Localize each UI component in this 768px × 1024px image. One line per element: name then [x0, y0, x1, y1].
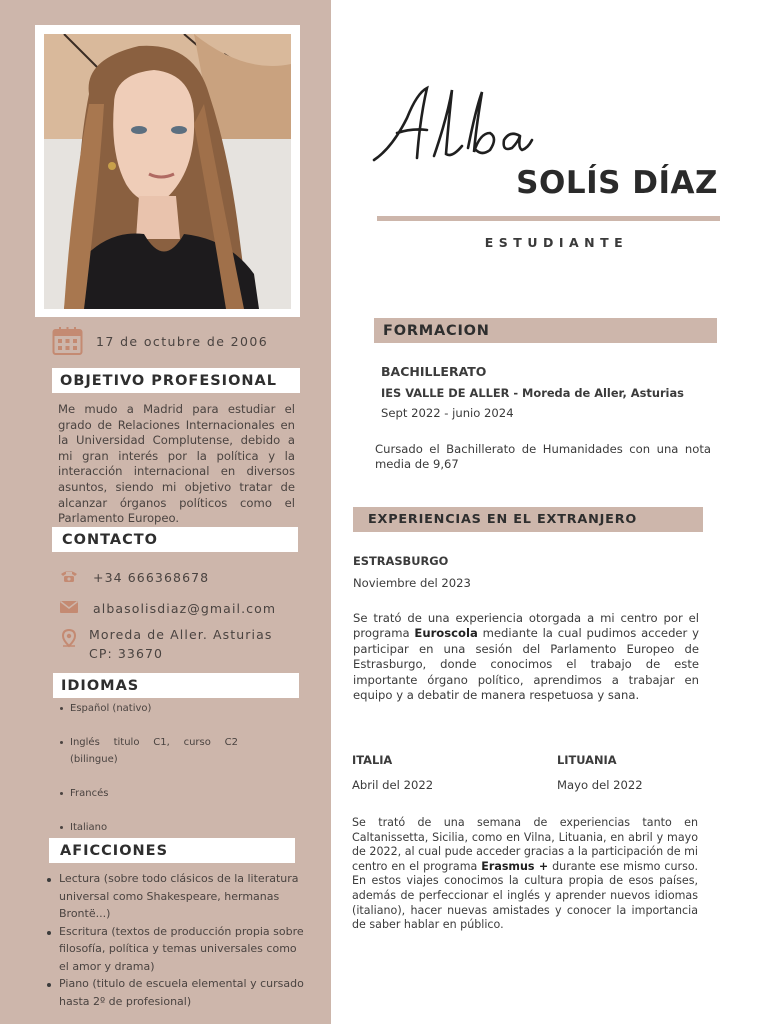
formacion-title: BACHILLERATO — [381, 364, 487, 379]
address-line-1: Moreda de Aller. Asturias — [89, 627, 273, 642]
first-name-text: Alba — [372, 78, 375, 79]
calendar-icon — [52, 326, 83, 356]
contacto-heading: CONTACTO — [52, 527, 298, 552]
address-line-2: CP: 33670 — [89, 646, 164, 661]
phone-number: +34 666368678 — [93, 570, 210, 585]
list-item: Inglés titulo C1, curso C2 (bilingue) — [58, 734, 238, 768]
formacion-description: Cursado el Bachillerato de Humanidades con una nota media de 9,67 — [375, 442, 711, 472]
email-address: albasolisdiaz@gmail.com — [93, 601, 277, 616]
objetivo-heading: OBJETIVO PROFESIONAL — [52, 368, 300, 393]
list-item: Lectura (sobre todo clásicos de la literatura universal como Shakespeare, hermanas Brontë...) — [44, 870, 309, 923]
erasmus-description: Se trató de una semana de experiencias tanto en Caltanissetta, Sicilia, como en Vilna, Lituania, en abril y mayo de 2022, al cual pude acceder gracias a la participación de mi centro en el programa Erasmus + durante ese mismo curso. En estos viajes conocimos la cultura propia de esos países, además de perfeccionar el inglés y aprender nuevos idiomas (italiano), hacer nuevas amistades y conocer la importancia de saber hablar en público. — [352, 816, 699, 932]
language-list — [58, 700, 238, 836]
email-row — [59, 599, 276, 618]
euroscola-highlight: Euroscola — [414, 626, 478, 641]
birth-date: 17 de octubre de 2006 — [96, 333, 269, 349]
hobby-list — [44, 870, 309, 1010]
phone-row — [59, 568, 209, 587]
list-item: Italiano — [58, 819, 238, 836]
idiomas-heading: IDIOMAS — [53, 673, 299, 698]
estrasburgo-description: Se trató de una experiencia otorgada a mi centro por el programa Euroscola mediante la cual pudimos acceder y participar en una sesión del Parlamento Europeo de Estrasburgo, donde conocimos el trabajo de este importante órgano político, aprendimos a trabajar en equipo y a debatir de manera respetuosa y sana. — [353, 611, 699, 703]
italia-date: Abril del 2022 — [352, 778, 434, 792]
profile-photo-frame — [35, 25, 300, 317]
lituania-date: Mayo del 2022 — [557, 778, 643, 792]
surname: SOLÍS DÍAZ — [516, 165, 718, 201]
list-item: Español (nativo) — [58, 700, 238, 717]
location-icon — [59, 629, 79, 649]
address-row — [59, 625, 272, 663]
birth-date-row — [52, 326, 268, 356]
phone-icon — [59, 568, 79, 584]
estrasburgo-date: Noviembre del 2023 — [353, 576, 471, 590]
list-item: Escritura (textos de producción propia sobre filosofía, política y temas universales como el amor y drama) — [44, 923, 309, 976]
profile-photo — [44, 34, 291, 309]
mail-icon — [59, 599, 79, 615]
list-item: Francés — [58, 785, 238, 802]
list-item: Piano (titulo de escuela elemental y cursado hasta 2º de profesional) — [44, 975, 309, 1010]
formacion-heading: FORMACION — [374, 318, 717, 343]
lituania-place: LITUANIA — [557, 753, 617, 767]
role-title: ESTUDIANTE — [484, 235, 629, 250]
name-divider — [377, 216, 720, 221]
experiencias-heading: EXPERIENCIAS EN EL EXTRANJERO — [353, 507, 703, 532]
formacion-dates: Sept 2022 - junio 2024 — [381, 406, 514, 420]
estrasburgo-place: ESTRASBURGO — [353, 554, 449, 568]
aficciones-heading: AFICCIONES — [49, 838, 295, 863]
first-name-signature — [372, 78, 542, 170]
erasmus-highlight: Erasmus + — [481, 859, 549, 873]
italia-place: ITALIA — [352, 753, 393, 767]
formacion-school: IES VALLE DE ALLER - Moreda de Aller, Asturias — [381, 386, 684, 400]
objetivo-text: Me mudo a Madrid para estudiar el grado de Relaciones Internacionales en la Universidad Complutense, debido a mi gran interés por la política y la interacción internacional en diversos asuntos, siendo mi objetivo tratar de alcanzar órganos políticos como el Parlamento Europeo. — [58, 402, 295, 526]
